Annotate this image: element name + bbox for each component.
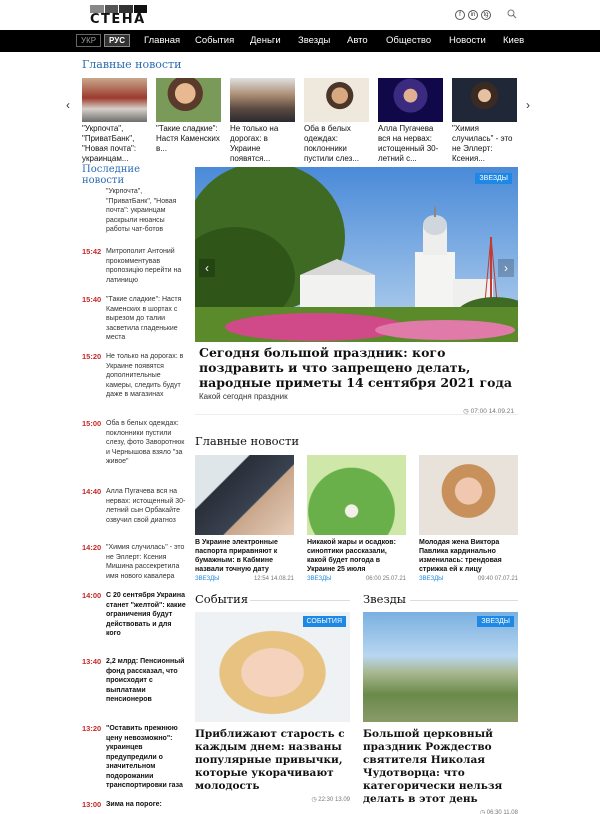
stars-image xyxy=(363,612,518,722)
main-news-tag[interactable]: ЗВЕЗДЫ xyxy=(419,576,444,582)
nav-item-money[interactable]: Деньги xyxy=(250,35,281,46)
nav-item-events[interactable]: События xyxy=(195,35,235,46)
events-divider xyxy=(250,600,350,601)
latest-news-text: Митрополит Антоний прокомментував пропозицію перейти на латиницю xyxy=(106,248,182,284)
top-news-image xyxy=(230,78,295,122)
stars-badge[interactable]: ЗВЕЗДЫ xyxy=(477,616,514,627)
events-date-text: 22:30 13.09 xyxy=(318,797,350,803)
hero-date: ◷ 07:00 14.09.21 xyxy=(463,408,514,415)
top-news-caption: "Химия случилась" - это не Эллерт: Ксения... xyxy=(452,124,513,163)
carousel-prev-icon[interactable]: ‹ xyxy=(66,98,70,112)
hero-next-icon[interactable]: › xyxy=(498,259,514,277)
top-news-caption: Не только на дорогах: в Украине появятся... xyxy=(230,124,279,163)
top-news-item[interactable] xyxy=(230,78,295,164)
main-news-caption: В Украине электронные паспорта приравняют к бумажным: в Кабмине назвали точную дату xyxy=(195,539,278,573)
latest-news-time: 15:00 xyxy=(82,419,102,428)
stars-card[interactable] xyxy=(363,612,518,814)
main-news-image xyxy=(419,455,518,535)
top-news-caption: "Такие сладкие": Настя Каменских в... xyxy=(156,124,220,153)
main-news-caption: Молодая жена Виктора Павлика кардинально изменилась: трендовая стрижка ей к лицу xyxy=(419,539,502,573)
latest-news-time: 13:40 xyxy=(82,657,102,666)
hero-prev-icon[interactable]: ‹ xyxy=(199,259,215,277)
latest-news-time: 15:42 xyxy=(82,247,102,256)
events-headline[interactable]: Приближают старость с каждым днем: названы популярные привычки, которые укорачивают молодость xyxy=(195,728,345,792)
latest-news-text: Оба в белых одеждах: поклонники пустили слезу, фото Заворотнюк и Чернышова взяло "за живое" xyxy=(106,420,185,465)
top-news-title: Главные новости xyxy=(82,58,182,71)
top-bar xyxy=(0,0,600,30)
main-news-tag[interactable]: ЗВЕЗДЫ xyxy=(307,576,332,582)
top-news-item[interactable] xyxy=(452,78,517,164)
main-news-caption: Никакой жары и осадков: синоптики рассказали, какой будет погода в Украине 25 июля xyxy=(307,539,396,573)
stars-divider xyxy=(410,600,518,601)
nav-item-news[interactable]: Новости xyxy=(449,35,486,46)
main-news-card[interactable] xyxy=(307,455,406,582)
top-news-item[interactable] xyxy=(82,78,147,164)
latest-news-text: "Химия случилась" - это не Эллерт: Ксения Мишина рассекретила имя нового кавалера xyxy=(106,544,185,580)
stars-headline[interactable]: Большой церковный праздник Рождество святителя Николая Чудотворца: что категорически нельзя делать в этот день xyxy=(363,728,503,805)
carousel-next-icon[interactable]: › xyxy=(526,98,530,112)
top-news-image xyxy=(378,78,443,122)
main-nav xyxy=(0,30,600,52)
social-links xyxy=(455,10,491,20)
hero-badge[interactable]: ЗВЕЗДЫ xyxy=(475,173,512,184)
instagram-icon[interactable]: in xyxy=(468,10,478,20)
latest-news-text: Зима на пороге: xyxy=(106,801,162,808)
site-logo[interactable] xyxy=(90,5,148,27)
main-news-meta xyxy=(195,576,294,582)
nav-item-auto[interactable]: Авто xyxy=(347,35,368,46)
top-news-caption: Алла Пугачева вся на нервах: истощенный 30-летний с... xyxy=(378,124,439,163)
top-news-caption: Оба в белых одеждах: поклонники пустили слез... xyxy=(304,124,360,163)
top-news-image xyxy=(304,78,369,122)
hero-image xyxy=(195,167,518,342)
latest-news-time: 15:20 xyxy=(82,352,102,361)
lang-rus-button[interactable]: РУС xyxy=(104,34,130,47)
top-news-image xyxy=(156,78,221,122)
stars-date-text: 06:30 11.08 xyxy=(486,810,518,814)
events-badge[interactable]: СОБЫТИЯ xyxy=(303,616,347,627)
main-news-card[interactable] xyxy=(195,455,294,582)
latest-news-time: 13:20 xyxy=(82,724,102,733)
main-news-card[interactable] xyxy=(419,455,518,582)
latest-news-title: Последние новости xyxy=(82,164,141,186)
latest-news-time: 15:40 xyxy=(82,295,102,304)
events-title[interactable]: События xyxy=(195,592,249,606)
latest-news-text: 2,2 млрд: Пенсионный фонд рассказал, что происходит с выплатами пенсионеров xyxy=(106,658,185,703)
main-news-image xyxy=(195,455,294,535)
stars-title[interactable]: Звезды xyxy=(363,592,406,606)
nav-item-society[interactable]: Общество xyxy=(386,35,432,46)
lang-ukr-button[interactable]: УКР xyxy=(76,34,101,47)
top-news-item[interactable] xyxy=(304,78,369,164)
hero-date-text: 07:00 14.09.21 xyxy=(470,408,514,415)
latest-news-time: 14:00 xyxy=(82,591,102,600)
latest-news-text: Алла Пугачева вся на нервах: истощенный 30-летний сын Орбакайте озвучил свой диагноз xyxy=(106,488,186,524)
latest-news-text: "Такие сладкие": Настя Каменских в шортах с вырезом до талии засветила гладенькие места xyxy=(106,296,182,341)
latest-news-text: "Оставить прежнюю цену невозможно": украинцев предупредили о значительном подорожании транспортировки газа xyxy=(106,725,183,789)
top-news-item[interactable] xyxy=(378,78,443,164)
top-news-caption: "Укрпочта", "ПриватБанк", "Новая почта": украинцам... xyxy=(82,124,137,163)
main-news-image xyxy=(307,455,406,535)
hero-subtitle[interactable]: Какой сегодня праздник xyxy=(199,392,288,401)
nav-item-stars[interactable]: Звезды xyxy=(298,35,331,46)
main-news-date: 06:00 25.07.21 xyxy=(365,576,406,582)
telegram-icon[interactable]: tg xyxy=(481,10,491,20)
main-news-date: 09:40 07.07.21 xyxy=(477,576,518,582)
main-news-tag[interactable]: ЗВЕЗДЫ xyxy=(195,576,220,582)
latest-news-time: 13:00 xyxy=(82,800,102,809)
latest-news-text: "Укрпочта", "ПриватБанк", "Новая почта": украинцам раскрыли нюансы работы чат-ботов xyxy=(106,188,177,233)
facebook-icon[interactable]: f xyxy=(455,10,465,20)
top-news-image xyxy=(452,78,517,122)
stars-date: ◷ 06:30 11.08 xyxy=(479,810,518,814)
latest-news-text: Не только на дорогах: в Украине появятся дополнительные камеры, следить будут даже в магазинах xyxy=(106,353,184,398)
main-news-title: Главные новости xyxy=(195,434,299,448)
logo-text: СТЕНА xyxy=(90,12,146,27)
main-news-meta xyxy=(419,576,518,582)
events-image xyxy=(195,612,350,722)
hero-article[interactable] xyxy=(195,167,518,415)
main-news-date: 12:54 14.08.21 xyxy=(253,576,294,582)
nav-item-kiev[interactable]: Киев xyxy=(503,35,525,46)
top-news-image xyxy=(82,78,147,122)
latest-news-time: 14:20 xyxy=(82,543,102,552)
events-card[interactable] xyxy=(195,612,350,803)
search-icon[interactable] xyxy=(507,9,517,19)
events-date: ◷ 22:30 13.09 xyxy=(311,797,350,803)
main-news-meta xyxy=(307,576,406,582)
top-news-item[interactable] xyxy=(156,78,221,164)
hero-title[interactable]: Сегодня большой праздник: кого поздравить и что запрещено делать, народные приметы 14 сентября 2021 года xyxy=(199,345,512,390)
latest-news-text: С 20 сентября Украина станет "желтой": какие ограничения будут действовать и для кого xyxy=(106,592,186,637)
nav-item-home[interactable]: Главная xyxy=(144,35,181,46)
latest-news-time: 14:40 xyxy=(82,487,102,496)
